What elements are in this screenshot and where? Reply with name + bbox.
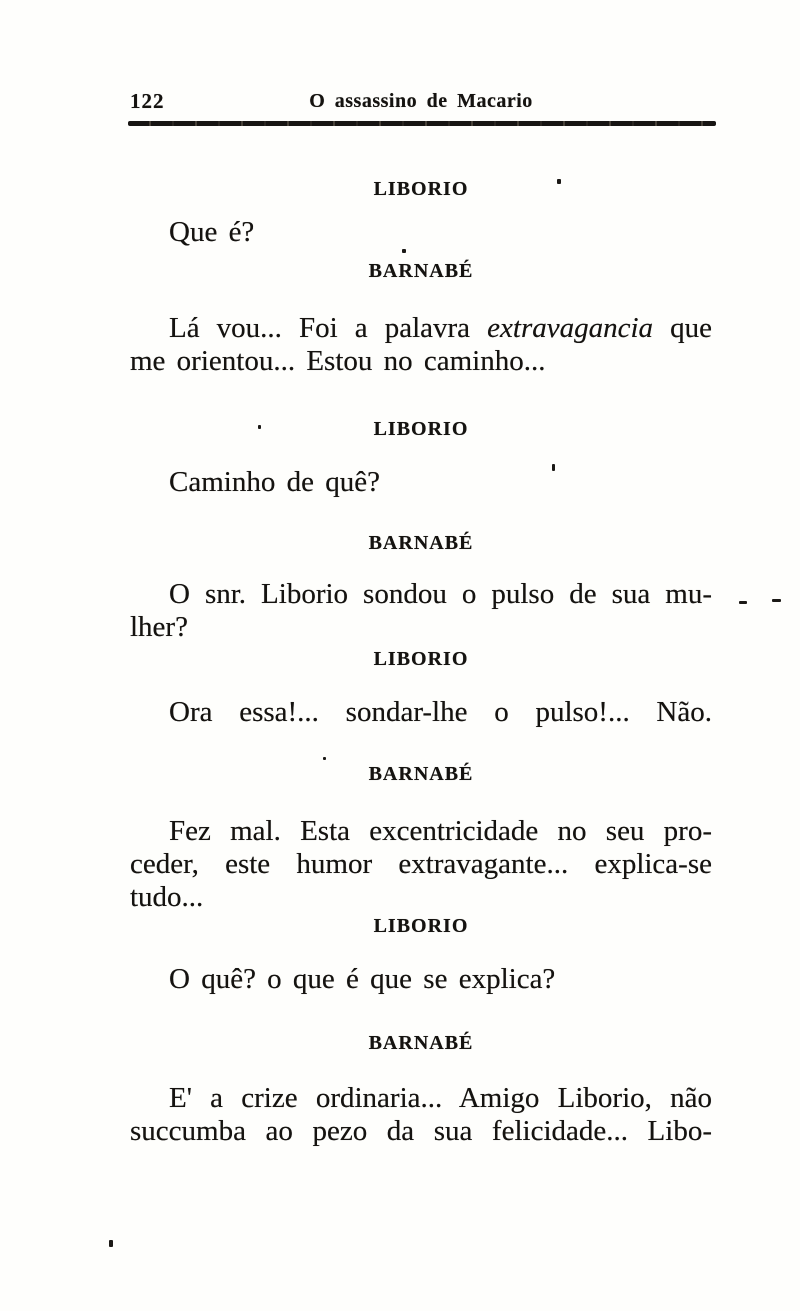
speaker-name: BARNABÉ [368,532,474,554]
dialogue-entry [130,915,712,996]
dialogue-entry [130,178,712,249]
text-segment: Que é? [169,216,255,248]
dialogue-line [130,815,712,848]
italic-text: extravagancia [487,312,654,344]
text-segment: que [653,312,712,344]
dialogue-entry [130,763,712,914]
text-segment: E' a crize ordinaria... Amigo Liborio, não [169,1082,712,1114]
text-segment: O quê? o que é que se explica? [169,963,556,995]
dialogue-entry [130,532,712,644]
text-segment: tudo... [130,881,204,913]
dialogue-entry [130,648,712,729]
text-segment: Fez mal. Esta excentricidade no seu pro- [169,815,712,847]
text-segment: Caminho de quê? [169,466,380,498]
dialogue-line [130,881,712,914]
scan-speck [552,464,555,471]
text-segment: Lá vou... Foi a palavra [169,312,488,344]
dialogue-line [130,578,712,611]
dialogue-entry [130,418,712,499]
dialogue [130,126,712,1148]
scan-speck [323,757,326,760]
scan-speck [772,599,781,602]
scan-speck [739,601,747,604]
text-segment: succumba ao pezo da sua felicidade... Libo- [130,1115,712,1147]
text-segment: me orientou... Estou no caminho... [130,345,546,377]
dialogue-line [130,848,712,881]
dialogue-line [130,216,712,249]
dialogue-line [130,611,712,644]
speaker-name: LIBORIO [373,418,469,440]
scan-speck [402,249,406,253]
running-title: O assassino de Macario [309,90,533,112]
page-number: 122 [130,89,165,113]
scan-speck [109,1240,113,1247]
dialogue-line [130,312,712,345]
speaker-name: LIBORIO [373,648,469,670]
text-segment: ceder, este humor extravagante... explica-se [130,848,712,880]
dialogue-line [130,963,712,996]
text-segment: lher? [130,611,188,643]
dialogue-line [130,466,712,499]
dialogue-entry [130,260,712,378]
speaker-name: BARNABÉ [368,763,474,785]
speaker-name: LIBORIO [373,915,469,937]
speaker-name: BARNABÉ [368,260,474,282]
dialogue-line [130,345,712,378]
dialogue-entry [130,1032,712,1148]
speaker-name: BARNABÉ [368,1032,474,1054]
dialogue-line [130,1115,712,1148]
text-segment: Ora essa!... sondar-lhe o pulso!... Não. [169,696,712,728]
dialogue-line [130,1082,712,1115]
scan-speck [557,179,561,184]
dialogue-line [130,696,712,729]
text-segment: O snr. Liborio sondou o pulso de sua mu- [169,578,712,610]
speaker-name: LIBORIO [373,178,469,200]
scan-speck [258,425,261,429]
